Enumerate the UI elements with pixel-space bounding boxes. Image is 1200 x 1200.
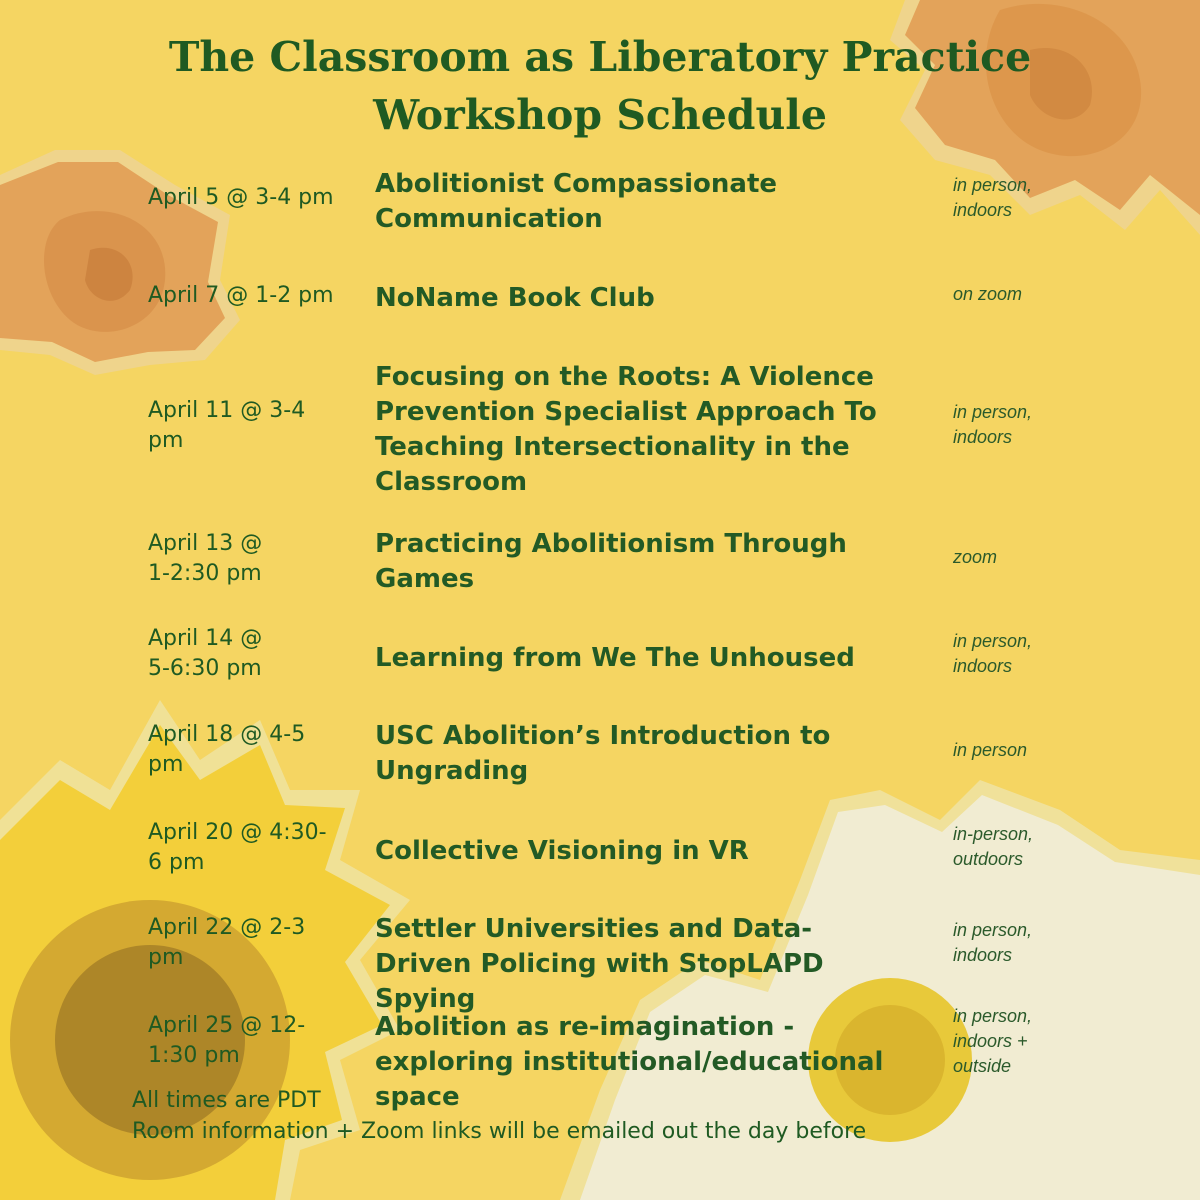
schedule-date: April 5 @ 3-4 pm <box>148 185 334 210</box>
page-title-line-1: The Classroom as Liberatory Practice <box>168 33 1032 81</box>
page-title-line-2: Workshop Schedule <box>373 91 827 139</box>
schedule-format: in person, indoors <box>953 631 1033 676</box>
schedule-date: April 22 @ 2-3 pm <box>148 915 306 970</box>
schedule-date: April 11 @ 3-4 pm <box>148 398 306 453</box>
schedule-event: Abolition as re-imagination - exploring institutional/educational space <box>375 1012 884 1112</box>
schedule-format: in person <box>953 740 1028 760</box>
schedule-event: Focusing on the Roots: A Violence Prevention Specialist Approach To Teaching Intersectionality in the Classroom <box>375 362 877 497</box>
schedule-date: April 20 @ 4:30-6 pm <box>148 820 327 875</box>
schedule-format: in person, indoors <box>953 175 1033 220</box>
schedule-format: in person, indoors <box>953 920 1033 965</box>
schedule-date: April 25 @ 12-1:30 pm <box>148 1013 306 1068</box>
schedule-event: Settler Universities and Data-Driven Policing with StopLAPD Spying <box>375 914 824 1014</box>
schedule-date: April 7 @ 1-2 pm <box>148 283 334 308</box>
schedule-format: in person, indoors + outside <box>953 1006 1033 1076</box>
schedule-date: April 14 @ 5-6:30 pm <box>148 626 263 681</box>
schedule-event: Abolitionist Compassionate Communication <box>375 169 778 234</box>
schedule-event: Collective Visioning in VR <box>375 836 749 866</box>
footer-timezone-note: All times are PDT <box>132 1088 321 1113</box>
schedule-event: Practicing Abolitionism Through Games <box>375 529 847 594</box>
schedule-date: April 13 @ 1-2:30 pm <box>148 531 263 586</box>
schedule-event: USC Abolition’s Introduction to Ungrading <box>375 721 831 786</box>
schedule-format: zoom <box>953 547 998 567</box>
schedule-date: April 18 @ 4-5 pm <box>148 722 306 777</box>
schedule-format: in person, indoors <box>953 402 1033 447</box>
schedule-event: NoName Book Club <box>375 283 655 313</box>
footer-room-info-note: Room information + Zoom links will be emailed out the day before <box>132 1119 867 1144</box>
schedule-format: in-person, outdoors <box>953 824 1034 869</box>
schedule-format: on zoom <box>953 284 1023 304</box>
schedule-event: Learning from We The Unhoused <box>375 643 855 673</box>
